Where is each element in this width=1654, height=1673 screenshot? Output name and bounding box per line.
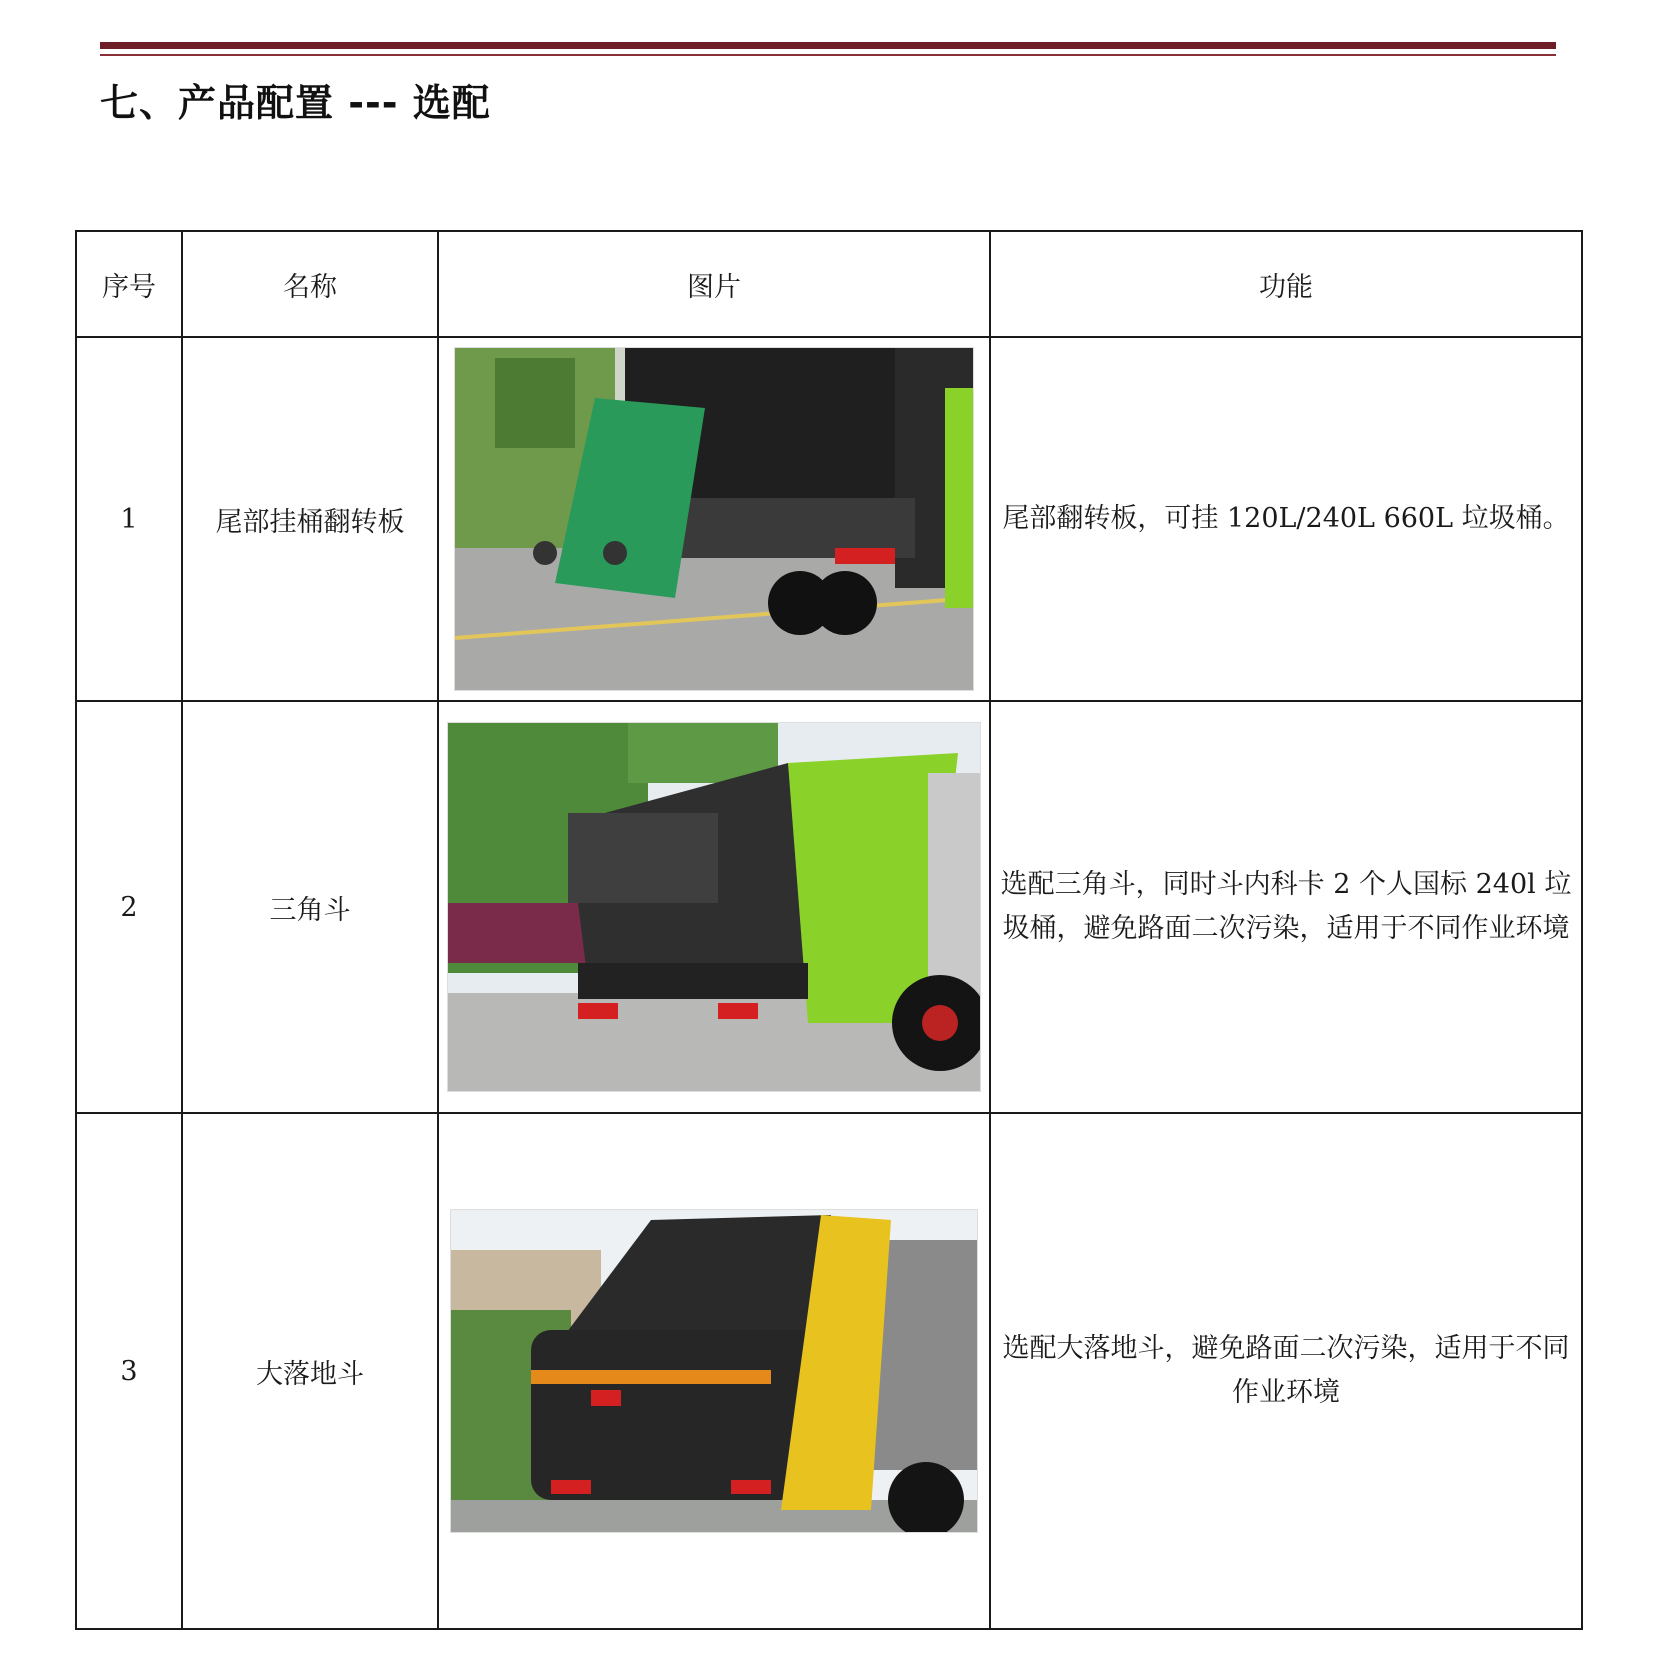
table-row xyxy=(76,701,1582,1113)
row-index: 1 xyxy=(76,337,182,701)
header-name: 名称 xyxy=(182,231,438,337)
row-name: 三角斗 xyxy=(182,701,438,1113)
header-index: 序号 xyxy=(76,231,182,337)
truck-large-hopper-photo xyxy=(450,1209,978,1533)
header-image: 图片 xyxy=(438,231,990,337)
row-function: 选配大落地斗，避免路面二次污染，适用于不同作业环境 xyxy=(990,1113,1582,1629)
row-name: 尾部挂桶翻转板 xyxy=(182,337,438,701)
row-photo-cell xyxy=(438,1113,990,1629)
header-function: 功能 xyxy=(990,231,1582,337)
page-title: 七、产品配置 --- 选配 xyxy=(100,81,491,125)
table-row xyxy=(76,337,1582,701)
row-index: 2 xyxy=(76,701,182,1113)
header-rule xyxy=(100,42,1556,49)
row-photo-cell xyxy=(438,701,990,1113)
row-photo-cell xyxy=(438,337,990,701)
table-row xyxy=(76,1113,1582,1629)
config-table xyxy=(75,230,1583,1630)
table-header-row xyxy=(76,231,1582,337)
truck-triangle-hopper-photo xyxy=(447,722,981,1092)
row-function: 选配三角斗，同时斗内科卡 2 个人国标 240l 垃圾桶，避免路面二次污染，适用于不同作业环境 xyxy=(990,701,1582,1113)
row-index: 3 xyxy=(76,1113,182,1629)
row-name: 大落地斗 xyxy=(182,1113,438,1629)
truck-rear-bin-tipper-photo xyxy=(454,347,974,691)
row-function: 尾部翻转板，可挂 120L/240L 660L 垃圾桶。 xyxy=(990,337,1582,701)
